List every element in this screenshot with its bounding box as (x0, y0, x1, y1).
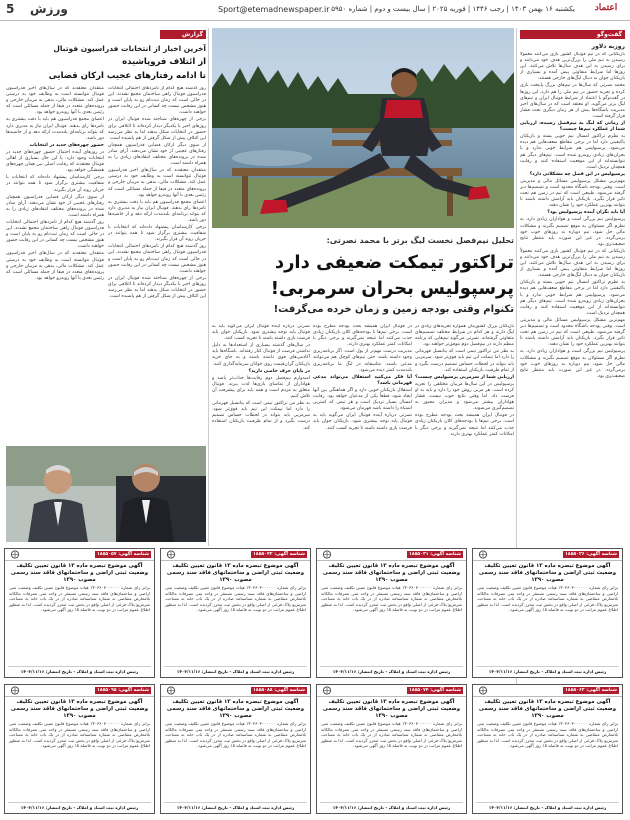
body-paragraph: پرسپولیس در این سال‌ها مربیان مختلفی را تجربه کرده است. هر مربی روش خود را دارد و باید به او فرصت داد. اما وقتی نتایج خوب نیست، فشار هواداران بیشتر می‌شود و مدیران مجبور به تصمیم‌گیری می‌شوند. (415, 381, 514, 412)
body-paragraph: منتقدان معتقدند که در سال‌های اخیر فدراسیون فوتبال نتوانسته است به وظایف خود به درستی عمل کند. مشکلات مالی، بدهی به مربیان خارجی و پرونده‌های متعدد در فیفا از جمله مسائلی است که رئیس بعدی با آنها روبه‌رو خواهد بود. (108, 168, 206, 198)
interview-answer: به نظرم تراکتور امسال تیم خوبی بسته و بازیکنان باکیفیتی دارد اما در برخی مقاطع ضعف‌هایی هم دیده می‌شود. پرسپولیس هم شرایط خوبی ندارد و با بحران‌های زیادی روبه‌رو شده است. تیم‌های دیگر هم نتوانسته‌اند از این موقعیت استفاده کنند و رقابت همچنان نزدیک است. (520, 280, 625, 316)
body-paragraph: امیدوارم نیم‌فصل دوم رقابت‌ها جذاب‌تر باشد و هواداران از تماشای بازی‌ها لذت ببرند. فوتبال متعلق به مردم است و همه باید برای پیشرفت آن تلاش کنیم. (212, 375, 310, 400)
legal-notice-box (472, 684, 623, 814)
column-divider (208, 28, 209, 546)
notice-title: آگهی موضوع تبصره ماده ۱۳ قانون تعیین تکلیف وضعیت ثبتی اراضی و ساختمانهای فاقد سند رسمی مصوب ۱۳۹۰ (10, 563, 149, 583)
body-paragraph: در فوتبال ایران همیشه بحث بودجه مطرح بوده است. برخی تیم‌ها با بودجه‌های کلان بازیکنان زیادی جذب می‌کنند اما نتیجه نمی‌گیرند و برخی دیگر با امکانات کمتر عملکرد بهتری دارند. (313, 324, 412, 348)
section-label-report: گزارش (160, 30, 206, 39)
notice-id-badge: شناسه آگهی: ۱۸۵۵۰۵۷ (96, 552, 149, 557)
judiciary-emblem-icon (476, 550, 490, 559)
body-paragraph: برخی کارشناسان پیشنهاد داده‌اند که انتخابات با شفافیت بیشتری برگزار شود تا همه بتوانند در جریان روند آن قرار بگیرند. (108, 225, 206, 243)
two-officials-image (6, 446, 206, 542)
interview-question: از زمانی که لیگ به نیم‌فصل رسیده، ارزیابی شما از عملکرد تیم‌ها چیست؟ (520, 121, 625, 133)
legal-notice-box (316, 684, 467, 814)
body-paragraph: نصرتی درباره آینده فوتبال ایران می‌گوید باید به فوتبال پایه توجه بیشتری شود. بازیکنان جوان باید فرصت بازی داشته باشند تا تجربه کسب کنند. (212, 324, 310, 342)
main-photo (212, 28, 514, 228)
notice-body: برابر رای شماره ۱۴۰۳۶۰۳۰۰۰۰۰۰ هیات موضوع قانون تعیین تکلیف وضعیت ثبتی اراضی و ساختمان‌های فاقد سند رسمی مستقر در واحد ثبتی تصرفات مالکانه بلامعارض متقاضی به شماره شناسنامه صادره از در یک باب خانه به مساحت مترمربع پلاک فرعی از اصلی واقع در بخش ثبت محرز گردیده است. لذا به منظور اطلاع عموم مراتب در دو نوبت به فاصله ۱۵ روز آگهی می‌شود. (9, 585, 150, 612)
notice-footer: رئیس اداره ثبت اسناد و املاک - تاریخ انتشار: ۱۴۰۳/۱۱/۱۶ (8, 802, 151, 810)
main-subheadline: تکنوام وقتی بودجه زمین و زمان خرده می‌گرفت! (273, 304, 514, 315)
main-body-column (313, 324, 412, 544)
notice-id-badge: شناسه آگهی: ۱۸۵۵۰۳۱ (408, 552, 461, 557)
notice-body: برابر رای شماره ۱۴۰۳۶۰۳۰۰۰۰۰۰ هیات موضوع قانون تعیین تکلیف وضعیت ثبتی اراضی و ساختمان‌های فاقد سند رسمی مستقر در واحد ثبتی تصرفات مالکانه بلامعارض متقاضی به شماره شناسنامه صادره از در یک باب خانه به مساحت مترمربع پلاک فرعی از اصلی واقع در بخش ثبت محرز گردیده است. لذا به منظور اطلاع عموم مراتب در دو نوبت به فاصله ۱۵ روز آگهی می‌شود. (321, 585, 462, 612)
notice-footer: رئیس اداره ثبت اسناد و املاک - تاریخ انتشار: ۱۴۰۳/۱۱/۱۶ (476, 666, 619, 674)
page-header (0, 0, 630, 21)
notice-title: آگهی موضوع تبصره ماده ۱۳ قانون تعیین تکلیف وضعیت ثبتی اراضی و ساختمانهای فاقد سند رسمی مصوب ۱۳۹۰ (10, 699, 149, 719)
body-paragraph: روز گذشته هیچ کدام از نامزدهای احتمالی انتخابات فدراسیون فوتبال راهی ساختمان مجمع نشدند. این در حالی است که زمان ثبت‌نام رو به پایان است و هنوز مشخص نیست چه کسانی در این رقابت حضور خواهند داشت. (108, 86, 206, 116)
notice-header (473, 549, 622, 561)
main-body-column (212, 324, 310, 544)
left-kicker: آخرین اخبار از انتخابات فدراسیون فوتبال (53, 44, 206, 53)
section-label-interview: گفت‌وگو (520, 30, 625, 39)
body-paragraph: از سوی دیگر ارکان قضایی فدراسیون همچنان رفتارهای عجیبی از خود نشان می‌دهند. آرای صادر شده در پرونده‌های مختلف انتقادهای زیادی را به همراه داشته است. (108, 142, 206, 167)
interview-question: ارزیابی شما از سرمربی پرسپولیس چیست؟ (415, 374, 514, 380)
interview-question: آیا باید نگران آینده پرسپولیس بود؟ (547, 210, 625, 216)
body-paragraph: نصرتی درباره آینده فوتبال ایران می‌گوید باید به فوتبال پایه توجه بیشتری شود. بازیکنان جوان باید فرصت بازی داشته باشند تا تجربه کسب کنند. (313, 413, 412, 431)
footballer-portrait-image (212, 28, 514, 228)
notice-title: آگهی موضوع تبصره ماده ۱۳ قانون تعیین تکلیف وضعیت ثبتی اراضی و ساختمانهای فاقد سند رسمی مصوب ۱۳۹۰ (166, 563, 305, 583)
body-paragraph: به نظر من تراکتور تیمی است که پتانسیل قهرمانی را دارد اما نیمکت این تیم باید قوی‌تر شود. سرمربی باید بتواند در لحظات حساس تصمیم درست بگیرد و از تمام ظرفیت بازیکنان استفاده کند. (415, 349, 514, 373)
notice-body: برابر رای شماره ۱۴۰۳۶۰۳۰۰۰۰۰۰ هیات موضوع قانون تعیین تکلیف وضعیت ثبتی اراضی و ساختمان‌های فاقد سند رسمی مستقر در واحد ثبتی تصرفات مالکانه بلامعارض متقاضی به شماره شناسنامه صادره از در یک باب خانه به مساحت مترمربع پلاک فرعی از اصلی واقع در بخش ثبت محرز گردیده است. لذا به منظور اطلاع عموم مراتب در دو نوبت به فاصله ۱۵ روز آگهی می‌شود. (477, 721, 618, 748)
notice-header (317, 685, 466, 697)
notice-header (5, 685, 154, 697)
notice-id-badge: شناسه آگهی: ۱۸۵۵۰۷۴ (408, 688, 461, 693)
body-paragraph: روز گذشته هیچ کدام از نامزدهای احتمالی انتخابات فدراسیون فوتبال راهی ساختمان مجمع نشدند. این در حالی است که زمان ثبت‌نام رو به پایان است و هنوز مشخص نیست چه کسانی در این رقابت حضور خواهند داشت. (108, 244, 206, 274)
notice-footer: رئیس اداره ثبت اسناد و املاک - تاریخ انتشار: ۱۴۰۳/۱۱/۱۶ (8, 666, 151, 674)
main-kicker: تحلیل نیم‌فصل نخست لیگ برتر با محمد نصرتی: (326, 236, 514, 245)
notice-title: آگهی موضوع تبصره ماده ۱۳ قانون تعیین تکلیف وضعیت ثبتی اراضی و ساختمانهای فاقد سند رسمی مصوب ۱۳۹۰ (322, 563, 461, 583)
body-paragraph: از سوی دیگر ارکان قضایی فدراسیون همچنان رفتارهای عجیبی از خود نشان می‌دهند. آرای صادر شده در پرونده‌های مختلف انتقادهای زیادی را به همراه داشته است. (6, 194, 104, 218)
notice-id-badge: شناسه آگهی: ۱۸۵۵۰۴۲ (252, 552, 305, 557)
notice-header (317, 549, 466, 561)
interview-answer: مهم‌ترین مشکل پرسپولیس مسائل مالی و مدیریتی است. وقتی بودجه باشگاه محدود است و تصمیم‌ها دیر گرفته می‌شود، طبیعی است که تیم در زمین هم تحت تاثیر قرار بگیرد. بازیکنان باید آرامش داشته باشند تا بتوانند بهترین عملکرد خود را نشان دهند. (520, 178, 625, 209)
legal-notice-box (160, 548, 311, 678)
notice-footer: رئیس اداره ثبت اسناد و املاک - تاریخ انتشار: ۱۴۰۳/۱۱/۱۶ (476, 802, 619, 810)
interview-question: پرسپولیس در این فصل چه مشکلاتی دارد؟ (529, 171, 625, 177)
body-paragraph: منتقدان معتقدند که در سال‌های اخیر فدراسیون فوتبال نتوانسته است به وظایف خود به درستی عمل کند. مشکلات مالی، بدهی به مربیان خارجی و پرونده‌های متعدد در فیفا از جمله مسائلی است که رئیس بعدی با آنها روبه‌رو خواهد بود. (6, 86, 104, 116)
judiciary-emblem-icon (164, 686, 178, 695)
notice-footer: رئیس اداره ثبت اسناد و املاک - تاریخ انتشار: ۱۴۰۳/۱۱/۱۶ (164, 666, 307, 674)
legal-notice-box (472, 548, 623, 678)
left-headline-line2: تا ادامه رفتارهای عجیب ارکان قضایی (48, 71, 206, 81)
notice-footer: رئیس اداره ثبت اسناد و املاک - تاریخ انتشار: ۱۴۰۳/۱۱/۱۶ (320, 666, 463, 674)
body-paragraph: برخی از چهره‌های شناخته شده فوتبال ایران در روزهای اخیر با یکدیگر دیدار کرده‌اند تا ائتلافی برای حضور در انتخابات شکل بدهند اما به نظر می‌رسد این ائتلاف پیش از شکل گرفتن از هم پاشیده است. (108, 117, 206, 141)
interview-question: آیا فکر می‌کنید استقلال می‌تواند مدعی قهرمانی باشد؟ (313, 374, 412, 386)
judiciary-emblem-icon (320, 550, 334, 559)
section-email[interactable]: Sport@etemadnewspaper.ir (218, 5, 330, 14)
body-paragraph: مدیریت درست مهم‌تر از پول است. اگر برنامه‌ریزی وجود داشته باشد، حتی تیم‌های کوچک هم می‌توانند مدعی باشند. متاسفانه در لیگ ما برنامه‌ریزی بلندمدت کمتر دیده می‌شود. (313, 349, 412, 373)
intro-paragraph: محمد نصرتی که سال‌ها در تیم‌های بزرگ پایتخت بازی کرده و تجربه حضور در تیم ملی را هم دارد، این روزها در گفت‌وگو با اعتماد از شرایط فوتبال ایران و تیم‌های لیگ برتر می‌گوید. او معتقد است که در سال‌های اخیر مدیریت باشگاه‌ها بیش از هر زمان دیگری تحت فشار قرار گرفته است. (520, 83, 625, 119)
notice-title: آگهی موضوع تبصره ماده ۱۳ قانون تعیین تکلیف وضعیت ثبتی اراضی و ساختمانهای فاقد سند رسمی مصوب ۱۳۹۰ (478, 563, 617, 583)
notice-id-badge: شناسه آگهی: ۱۸۵۵۰۲۶ (564, 552, 617, 557)
interview-answer: پرسپولیس تیم بزرگی است و هواداران زیادی دارد. به نظرم اگر مسئولان به موقع تصمیم بگیرند و مشکلات مالی حل شود، تیم دوباره به روزهای خوب خود برمی‌گردد. در غیر این صورت باید منتظر نتایج ضعیف‌تری بود. (520, 217, 625, 247)
notice-body: برابر رای شماره ۱۴۰۳۶۰۳۰۰۰۰۰۰ هیات موضوع قانون تعیین تکلیف وضعیت ثبتی اراضی و ساختمان‌های فاقد سند رسمی مستقر در واحد ثبتی تصرفات مالکانه بلامعارض متقاضی به شماره شناسنامه صادره از در یک باب خانه به مساحت مترمربع پلاک فرعی از اصلی واقع در بخش ثبت محرز گردیده است. لذا به منظور اطلاع عموم مراتب در دو نوبت به فاصله ۱۵ روز آگهی می‌شود. (165, 721, 306, 748)
main-headline-line1: تراکتور تیمکت ضعیفی دارد (274, 252, 514, 273)
legal-notice-box (4, 684, 155, 814)
body-paragraph: برخی از چهره‌های شناخته شده فوتبال ایران در روزهای اخیر با یکدیگر دیدار کرده‌اند تا ائتلافی برای حضور در انتخابات شکل بدهند اما به نظر می‌رسد این ائتلاف پیش از شکل گرفتن از هم پاشیده است. (108, 275, 206, 300)
interview-answer: پرسپولیس تیم بزرگی است و هواداران زیادی دارد. به نظرم اگر مسئولان به موقع تصمیم بگیرند و مشکلات مالی حل شود، تیم دوباره به روزهای خوب خود برمی‌گردد. در غیر این صورت باید منتظر نتایج ضعیف‌تری بود. (520, 349, 625, 379)
notice-title: آگهی موضوع تبصره ماده ۱۳ قانون تعیین تکلیف وضعیت ثبتی اراضی و ساختمانهای فاقد سند رسمی مصوب ۱۳۹۰ (322, 699, 461, 719)
newspaper-logo: اعتماد (594, 3, 618, 13)
body-paragraph: استقلال بازیکنان خوبی دارد و اگر هماهنگی بین آنها ایجاد شود، قطعاً یکی از مدعیان خواهد بود. رقابت امسال بسیار نزدیک است و هر تیمی که کمترین اشتباه را داشته باشد قهرمان می‌شود. (313, 387, 412, 412)
body-paragraph: بازیکنان بزرگ کشورمان همواره تجربه‌های زیادی در لیگ دارند و هر کدام در شرایط مختلف تصمیم‌های متفاوتی گرفته‌اند. نصرتی می‌گوید تیم‌هایی که برنامه منظم دارند در نیم‌فصل دوم موفق‌تر خواهند بود. (415, 324, 514, 348)
interview-answer: بازیکنانی که در تیم فوتبال کشور بازی می‌کنند معمولاً رسیدن به تیم ملی را بزرگ‌ترین هدف خود می‌دانند و برای رسیدن به این هدف سال‌ها تلاش می‌کنند. این روزها اما شرایط متفاوتی پیش آمده و بسیاری از بازیکنان جوان به دنبال لیگ‌های خارجی هستند. (520, 248, 625, 279)
notice-footer: رئیس اداره ثبت اسناد و املاک - تاریخ انتشار: ۱۴۰۳/۱۱/۱۶ (164, 802, 307, 810)
left-body-column (6, 86, 104, 440)
judiciary-emblem-icon (8, 550, 22, 559)
judiciary-emblem-icon (320, 686, 334, 695)
officials-photo (6, 446, 206, 542)
notice-title: آگهی موضوع تبصره ماده ۱۳ قانون تعیین تکلیف وضعیت ثبتی اراضی و ساختمانهای فاقد سند رسمی مصوب ۱۳۹۰ (478, 699, 617, 719)
intro-paragraph: بازیکنانی که در تیم فوتبال کشور بازی می‌کنند معمولاً رسیدن به تیم ملی را بزرگ‌ترین هدف خود می‌دانند و برای رسیدن به این هدف سال‌ها تلاش می‌کنند. این روزها اما شرایط متفاوتی پیش آمده و بسیاری از بازیکنان جوان به دنبال لیگ‌های خارجی هستند. (520, 52, 625, 82)
interview-answer: به نظرم تراکتور امسال تیم خوبی بسته و بازیکنان باکیفیتی دارد اما در برخی مقاطع ضعف‌هایی هم دیده می‌شود. پرسپولیس هم شرایط خوبی ندارد و با بحران‌های زیادی روبه‌رو شده است. تیم‌های دیگر هم نتوانسته‌اند از این موقعیت استفاده کنند و رقابت همچنان نزدیک است. (520, 134, 625, 170)
body-paragraph: برخی کارشناسان پیشنهاد داده‌اند که انتخابات با شفافیت بیشتری برگزار شود تا همه بتوانند در جریان روند آن قرار بگیرند. (6, 175, 104, 193)
notice-body: برابر رای شماره ۱۴۰۳۶۰۳۰۰۰۰۰۰ هیات موضوع قانون تعیین تکلیف وضعیت ثبتی اراضی و ساختمان‌های فاقد سند رسمی مستقر در واحد ثبتی تصرفات مالکانه بلامعارض متقاضی به شماره شناسنامه صادره از در یک باب خانه به مساحت مترمربع پلاک فرعی از اصلی واقع در بخش ثبت محرز گردیده است. لذا به منظور اطلاع عموم مراتب در دو نوبت به فاصله ۱۵ روز آگهی می‌شود. (321, 721, 462, 748)
notice-body: برابر رای شماره ۱۴۰۳۶۰۳۰۰۰۰۰۰ هیات موضوع قانون تعیین تکلیف وضعیت ثبتی اراضی و ساختمان‌های فاقد سند رسمی مستقر در واحد ثبتی تصرفات مالکانه بلامعارض متقاضی به شماره شناسنامه صادره از در یک باب خانه به مساحت مترمربع پلاک فرعی از اصلی واقع در بخش ثبت محرز گردیده است. لذا به منظور اطلاع عموم مراتب در دو نوبت به فاصله ۱۵ روز آگهی می‌شود. (165, 585, 306, 612)
notice-id-badge: شناسه آگهی: ۱۸۵۵۰۶۳ (564, 688, 617, 693)
body-paragraph: در فوتبال ایران همیشه بحث بودجه مطرح بوده است. برخی تیم‌ها با بودجه‌های کلان بازیکنان زیادی جذب می‌کنند اما نتیجه نمی‌گیرند و برخی دیگر با امکانات کمتر عملکرد بهتری دارند. (415, 413, 514, 437)
notice-footer: رئیس اداره ثبت اسناد و املاک - تاریخ انتشار: ۱۴۰۳/۱۱/۱۶ (320, 802, 463, 810)
notice-body: برابر رای شماره ۱۴۰۳۶۰۳۰۰۰۰۰۰ هیات موضوع قانون تعیین تکلیف وضعیت ثبتی اراضی و ساختمان‌های فاقد سند رسمی مستقر در واحد ثبتی تصرفات مالکانه بلامعارض متقاضی به شماره شناسنامه صادره از در یک باب خانه به مساحت مترمربع پلاک فرعی از اصلی واقع در بخش ثبت محرز گردیده است. لذا به منظور اطلاع عموم مراتب در دو نوبت به فاصله ۱۵ روز آگهی می‌شود. (477, 585, 618, 612)
notice-id-badge: شناسه آگهی: ۱۸۵۵۰۸۸ (252, 688, 305, 693)
notice-header (161, 685, 310, 697)
body-paragraph: روز گذشته هیچ کدام از نامزدهای احتمالی انتخابات فدراسیون فوتبال راهی ساختمان مجمع نشدند. این در حالی است که زمان ثبت‌نام رو به پایان است و هنوز مشخص نیست چه کسانی در این رقابت حضور خواهند داشت. (6, 219, 104, 250)
judiciary-emblem-icon (164, 550, 178, 559)
main-body-column (415, 324, 514, 544)
body-paragraph: در سال‌های گذشته بسیاری از استعدادها به دلیل نداشتن فرصت از فوتبال کنار رفته‌اند. باشگاه‌ها باید آکادمی‌های قوی داشته باشند و به جای خرید بازیکنان گران‌قیمت روی جوانان سرمایه‌گذاری کنند. (212, 343, 310, 367)
legal-notice-box (4, 548, 155, 678)
notice-header (473, 685, 622, 697)
judiciary-emblem-icon (8, 686, 22, 695)
judiciary-emblem-icon (476, 686, 490, 695)
body-paragraph: به نظر من تراکتور تیمی است که پتانسیل قهرمانی را دارد اما نیمکت این تیم باید قوی‌تر شود. سرمربی باید بتواند در لحظات حساس تصمیم درست بگیرد و از تمام ظرفیت بازیکنان استفاده کند. (212, 401, 310, 431)
body-paragraph: اعضای مجمع فدراسیون هم باید با دقت بیشتری به نامزدها رای بدهند. فوتبال ایران نیاز به مدیری دارد که بتواند برنامه‌ای بلندمدت ارائه دهد و از حاشیه‌ها دور باشد. (6, 117, 104, 141)
notice-header (5, 549, 154, 561)
page-number: 5 (6, 2, 15, 16)
issue-date-line: یکشنبه ۱۶ بهمن ۱۴۰۳ | رجب ۱۴۴۶ | فوریه ۲۰۲۵ | سال بیست و دوم | شماره ۵۹۵۰ (331, 5, 575, 13)
notice-title: آگهی موضوع تبصره ماده ۱۳ قانون تعیین تکلیف وضعیت ثبتی اراضی و ساختمانهای فاقد سند رسمی مصوب ۱۳۹۰ (166, 699, 305, 719)
main-headline-line2: پرسپولیس بحران سرمربی! (270, 278, 514, 299)
legal-notice-box (316, 548, 467, 678)
body-paragraph: در روزهای آینده احتمال حضور چهره‌های جدید در انتخابات وجود دارد. با این حال بسیاری از اهالی فوتبال معتقدند که رقابت اصلی بین همان چهره‌های همیشگی خواهد بود. (6, 149, 104, 174)
author-name: روزبه دلاور (591, 43, 625, 50)
left-headline-line1: از ائتلاف فروپاشیده (122, 57, 206, 67)
section-title: ورزش (30, 2, 68, 16)
subheading: حضور چهره‌های جدید در انتخابات (29, 142, 104, 148)
notice-header (161, 549, 310, 561)
body-paragraph: منتقدان معتقدند که در سال‌های اخیر فدراسیون فوتبال نتوانسته است به وظایف خود به درستی عمل کند. مشکلات مالی، بدهی به مربیان خارجی و پرونده‌های متعدد در فیفا از جمله مسائلی است که رئیس بعدی با آنها روبه‌رو خواهد بود. (6, 251, 104, 281)
legal-notice-box (160, 684, 311, 814)
body-paragraph: اعضای مجمع فدراسیون هم باید با دقت بیشتری به نامزدها رای بدهند. فوتبال ایران نیاز به مدیری دارد که بتواند برنامه‌ای بلندمدت ارائه دهد و از حاشیه‌ها دور باشد. (108, 199, 206, 223)
notice-id-badge: شناسه آگهی: ۱۸۵۵۰۹۵ (96, 688, 149, 693)
left-body-column (108, 86, 206, 440)
interview-question: در پایان حرف خاصی دارید؟ (248, 368, 310, 374)
interview-answer: مهم‌ترین مشکل پرسپولیس مسائل مالی و مدیریتی است. وقتی بودجه باشگاه محدود است و تصمیم‌ها دیر گرفته می‌شود، طبیعی است که تیم در زمین هم تحت تاثیر قرار بگیرد. بازیکنان باید آرامش داشته باشند تا بتوانند بهترین عملکرد خود را نشان دهند. (520, 317, 625, 348)
notice-body: برابر رای شماره ۱۴۰۳۶۰۳۰۰۰۰۰۰ هیات موضوع قانون تعیین تکلیف وضعیت ثبتی اراضی و ساختمان‌های فاقد سند رسمی مستقر در واحد ثبتی تصرفات مالکانه بلامعارض متقاضی به شماره شناسنامه صادره از در یک باب خانه به مساحت مترمربع پلاک فرعی از اصلی واقع در بخش ثبت محرز گردیده است. لذا به منظور اطلاع عموم مراتب در دو نوبت به فاصله ۱۵ روز آگهی می‌شود. (9, 721, 150, 748)
